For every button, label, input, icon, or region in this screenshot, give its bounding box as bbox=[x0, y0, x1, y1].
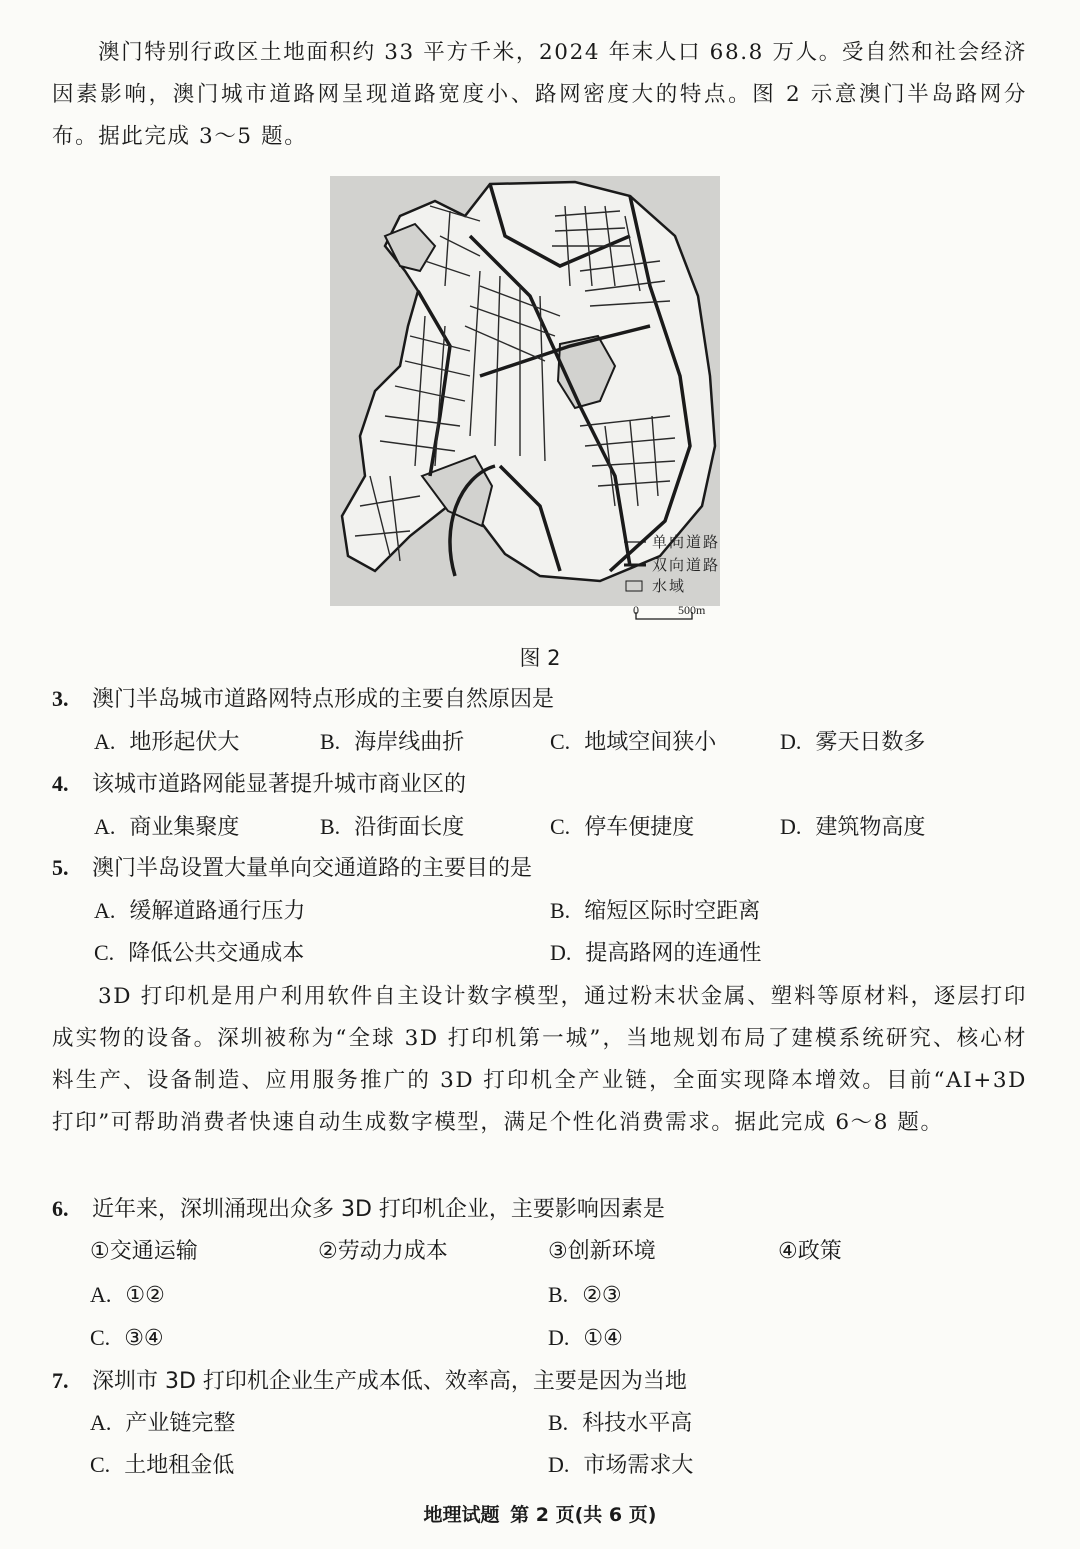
macau-road-map bbox=[330, 176, 730, 606]
intro-text-macau: 澳门特别行政区土地面积约 33 平方千米，2024 年末人口 68.8 万人。受自然和社会经济因素影响，澳门城市道路网呈现道路宽度小、路网密度大的特点。图 2 示意澳门半岛路网分布。据此完成 3～5 题。 bbox=[52, 40, 1027, 149]
intro-text-3d-printing: 3D 打印机是用户利用软件自主设计数字模型，通过粉末状金属、塑料等原材料，逐层打印成实物的设备。深圳被称为“全球 3D 打印机第一城”，当地规划布局了建模系统研究、核心材料生产、设备制造、应用服务推广的 3D 打印机全产业链，全面实现降本增效。目前“AI+3D 打印”可帮助消费者快速自动生成数字模型，满足个性化消费需求。据此完成 6～8 题。 bbox=[52, 984, 1027, 1135]
scale-start-label: 0 bbox=[633, 603, 639, 617]
q6-option-a[interactable]: A. ①② bbox=[90, 1282, 165, 1308]
question-4 bbox=[52, 769, 466, 800]
q5-option-a[interactable]: A. 缓解道路通行压力 bbox=[94, 898, 306, 924]
q6-factor-4: ④政策 bbox=[778, 1239, 842, 1264]
footer-subject: 地理试题 bbox=[423, 1504, 500, 1526]
question-5 bbox=[52, 853, 532, 884]
question-3-number: 3. bbox=[52, 686, 69, 711]
q7-option-b[interactable]: B. 科技水平高 bbox=[548, 1410, 693, 1436]
question-7 bbox=[52, 1366, 687, 1397]
legend-oneway-label: 单向道路 bbox=[652, 533, 721, 551]
question-7-number: 7. bbox=[52, 1368, 69, 1393]
q3-option-b[interactable]: B. 海岸线曲折 bbox=[320, 729, 465, 755]
q3-option-d[interactable]: D. 雾天日数多 bbox=[780, 729, 926, 755]
q6-option-c[interactable]: C. ③④ bbox=[90, 1325, 164, 1351]
q6-option-d[interactable]: D. ①④ bbox=[548, 1325, 623, 1351]
legend-water-swatch bbox=[626, 581, 642, 591]
q5-option-d[interactable]: D. 提高路网的连通性 bbox=[550, 940, 762, 966]
scale-end-label: 500m bbox=[678, 603, 706, 617]
question-3-stem: 澳门半岛城市道路网特点形成的主要自然原因是 bbox=[92, 687, 555, 712]
intro-paragraph-3d-printing bbox=[52, 976, 1027, 1144]
legend-water-label: 水域 bbox=[652, 577, 687, 595]
figure-caption: 图 2 bbox=[519, 646, 561, 670]
q3-option-a[interactable]: A. 地形起伏大 bbox=[94, 729, 240, 755]
question-4-number: 4. bbox=[52, 771, 69, 796]
q6-factor-2: ②劳动力成本 bbox=[318, 1239, 448, 1264]
q3-option-c[interactable]: C. 地域空间狭小 bbox=[550, 729, 717, 755]
q7-option-d[interactable]: D. 市场需求大 bbox=[548, 1452, 694, 1478]
q6-option-b[interactable]: B. ②③ bbox=[548, 1282, 622, 1308]
legend-twoway-label: 双向道路 bbox=[652, 556, 721, 574]
q5-option-b[interactable]: B. 缩短区际时空距离 bbox=[550, 898, 761, 924]
question-5-stem: 澳门半岛设置大量单向交通道路的主要目的是 bbox=[92, 856, 533, 881]
question-3 bbox=[52, 684, 554, 715]
question-5-number: 5. bbox=[52, 855, 69, 880]
q4-option-c[interactable]: C. 停车便捷度 bbox=[550, 814, 695, 840]
question-6-number: 6. bbox=[52, 1196, 69, 1221]
q6-factor-3: ③创新环境 bbox=[548, 1239, 656, 1264]
question-6-stem: 近年来，深圳涌现出众多 3D 打印机企业，主要影响因素是 bbox=[92, 1197, 665, 1222]
q4-option-a[interactable]: A. 商业集聚度 bbox=[94, 814, 240, 840]
q7-option-a[interactable]: A. 产业链完整 bbox=[90, 1410, 236, 1436]
q6-factor-1: ①交通运输 bbox=[90, 1239, 198, 1264]
q4-option-d[interactable]: D. 建筑物高度 bbox=[780, 814, 926, 840]
q7-option-c[interactable]: C. 土地租金低 bbox=[90, 1452, 235, 1478]
q5-option-c[interactable]: C. 降低公共交通成本 bbox=[94, 940, 305, 966]
footer-page-number: 第 2 页(共 6 页) bbox=[510, 1504, 657, 1526]
question-4-stem: 该城市道路网能显著提升城市商业区的 bbox=[92, 772, 467, 797]
q4-option-b[interactable]: B. 沿街面长度 bbox=[320, 814, 465, 840]
question-6 bbox=[52, 1194, 665, 1225]
scale-bar-line bbox=[630, 610, 710, 624]
page-footer bbox=[0, 1500, 1080, 1527]
intro-paragraph-macau bbox=[52, 32, 1027, 158]
question-7-stem: 深圳市 3D 打印机企业生产成本低、效率高，主要是因为当地 bbox=[92, 1369, 687, 1394]
